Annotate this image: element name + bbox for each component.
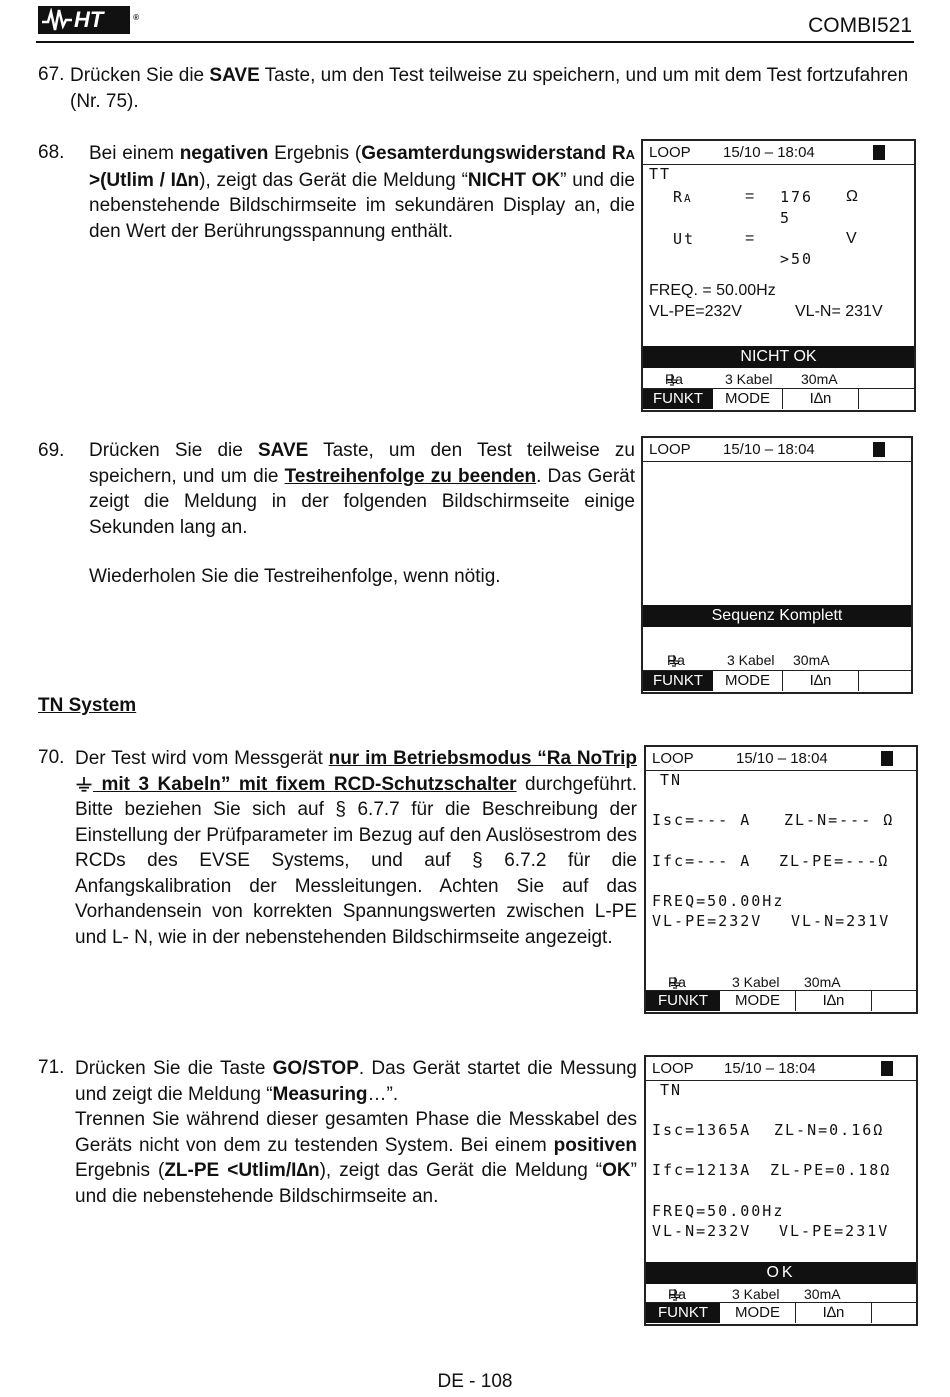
screen-mode: LOOP (652, 1060, 694, 1077)
status-bar: OK (646, 1262, 916, 1284)
step-69-number: 69. (38, 440, 65, 461)
step-71-number: 71. (38, 1057, 65, 1078)
idn-softkey[interactable]: I∆n (796, 1303, 872, 1323)
softkeys (646, 990, 916, 1012)
options-row: Ra 3 Kabel 30mA (668, 974, 841, 990)
idn-softkey[interactable]: I∆n (783, 671, 859, 691)
step-68-text: Bei einem negativen Ergebnis (Gesamterdungswiderstand RA >(Utlim / I∆n), zeigt das Gerät die Meldung “NICHT OK” und die nebenstehende Bildschirmseite im sekundären Display an, die den Wert der Berührungsspannung enthält. (89, 143, 635, 242)
display-screen-sequenz-komplett (641, 436, 913, 694)
ifc-value: Ifc=1213A (652, 1161, 752, 1179)
mode-softkey[interactable]: MODE (713, 671, 783, 691)
mode-softkey[interactable]: MODE (720, 1303, 796, 1323)
system-type: TN (660, 771, 683, 789)
softkeys (643, 670, 911, 692)
voltage-l-n: VL-N=232V (652, 1222, 752, 1240)
funkt-softkey[interactable]: FUNKT (643, 671, 713, 691)
isc-value: Isc=--- A (652, 811, 752, 829)
zl-pe-value: ZL-PE=0.18Ω (770, 1161, 892, 1179)
battery-icon (881, 1061, 893, 1076)
ifc-value: Ifc=--- A (652, 852, 752, 870)
zl-n-value: ZL-N=--- Ω (784, 811, 895, 829)
options-row: Ra 3 Kabel 30mA (668, 1286, 841, 1302)
funkt-softkey[interactable]: FUNKT (646, 991, 720, 1011)
section-title: TN System (38, 695, 137, 716)
page-number: DE - 108 (437, 1371, 513, 1392)
idn-softkey[interactable]: I∆n (796, 991, 872, 1011)
isc-value: Isc=1365A (652, 1121, 752, 1139)
step-70-number: 70. (38, 747, 65, 768)
logo-text: HT (74, 7, 104, 32)
frequency: FREQ=50.00Hz (652, 892, 785, 910)
display-screen-nicht-ok (641, 139, 916, 412)
system-type: TN (660, 1081, 683, 1099)
ra-value: 176 5 (780, 188, 814, 227)
voltage-l-n: VL-N=231V (791, 912, 891, 930)
softkeys (646, 1302, 916, 1324)
voltage-l-pe: VL-PE=231V (779, 1222, 890, 1240)
screen-datetime: 15/10 – 18:04 (723, 144, 815, 161)
display-screen-tn-ok (644, 1055, 918, 1326)
ra-equals: = (745, 188, 755, 205)
screen-mode: LOOP (652, 750, 694, 767)
screen-mode: LOOP (649, 144, 691, 161)
system-type: TT (649, 165, 672, 183)
model-name: COMBI521 (808, 14, 912, 37)
ut-equals: = (745, 230, 755, 247)
screen-mode: LOOP (649, 441, 691, 458)
screen-datetime: 15/10 – 18:04 (723, 441, 815, 458)
step-68-number: 68. (38, 142, 65, 163)
status-bar: NICHT OK (643, 346, 914, 368)
header-rule (36, 41, 914, 43)
status-bar: Sequenz Komplett (643, 605, 911, 627)
softkeys (643, 388, 914, 410)
ht-logo: HT ® (38, 6, 130, 34)
mode-softkey[interactable]: MODE (720, 991, 796, 1011)
voltage-l-n: VL-N= 231V (795, 303, 883, 320)
ut-unit: V (846, 230, 857, 247)
battery-icon (873, 442, 885, 457)
ut-label: Ut (673, 230, 696, 248)
ut-value: >50 (780, 250, 814, 268)
mode-softkey[interactable]: MODE (713, 389, 783, 409)
funkt-softkey[interactable]: FUNKT (643, 389, 713, 409)
frequency: FREQ=50.00Hz (652, 1202, 785, 1220)
ra-label: RA (673, 188, 693, 206)
step-71-text: Drücken Sie die Taste GO/STOP. Das Gerät startet die Messung und zeigt die Meldung “Measuring…”. Trennen Sie während dieser gesamten Phase die Messkabel des Geräts nicht von dem zu testenden System. Bei einem positiven Ergebnis (ZL-PE <Utlim/I∆n), zeigt das Gerät die Meldung “OK” und die nebenstehende Bildschirmseite an. (75, 1058, 637, 1207)
funkt-softkey[interactable]: FUNKT (646, 1303, 720, 1323)
step-67-text: Drücken Sie die SAVE Taste, um den Test teilweise zu speichern, und um mit dem Test fortzufahren (Nr. 75). (70, 65, 909, 112)
zl-n-value: ZL-N=0.16Ω (774, 1121, 885, 1139)
voltage-l-pe: VL-PE=232V (652, 912, 763, 930)
options-row: Ra 3 Kabel 30mA (665, 371, 838, 387)
screen-datetime: 15/10 – 18:04 (724, 1060, 816, 1077)
ra-unit: Ω (846, 188, 858, 205)
step-67-number: 67. (38, 64, 65, 85)
step-70-text: Der Test wird vom Messgerät nur im Betriebsmodus “Ra NoTrip mit 3 Kabeln” mit fixem RCD-Schutzschalter durchgeführt. Bitte beziehen Sie sich auf § 6.7.7 für die Beschreibung der Einstellung der Prüfparameter im Bezug auf den Auslösestrom des RCDs des EVSE Systems, und auf § 6.7.2 für die Anfangskalibration der Messleitungen. Achten Sie auf das Vorhandensein von korrekten Spannungswerten zwischen L-PE und L- N, wie in der nebenstehenden Bildschirmseite angezeigt. (75, 748, 637, 948)
ground-icon (75, 777, 93, 792)
battery-icon (873, 145, 885, 160)
frequency: FREQ. = 50.00Hz (649, 282, 776, 299)
display-screen-tn-initial (644, 745, 918, 1014)
battery-icon (881, 751, 893, 766)
voltage-l-pe: VL-PE=232V (649, 303, 742, 320)
screen-datetime: 15/10 – 18:04 (736, 750, 828, 767)
step-69-text: Drücken Sie die SAVE Taste, um den Test teilweise zu speichern, und um die Testreihenfolge zu beenden. Das Gerät zeigt die Meldung in der folgenden Bildschirmseite einige Sekunden lang an. (89, 440, 635, 538)
idn-softkey[interactable]: I∆n (783, 389, 859, 409)
step-69-repeat-text: Wiederholen Sie die Testreihenfolge, wenn nötig. (89, 566, 501, 587)
options-row: Ra 3 Kabel 30mA (667, 652, 830, 668)
ht-logo-wave-icon (42, 8, 72, 32)
zl-pe-value: ZL-PE=---Ω (779, 852, 890, 870)
